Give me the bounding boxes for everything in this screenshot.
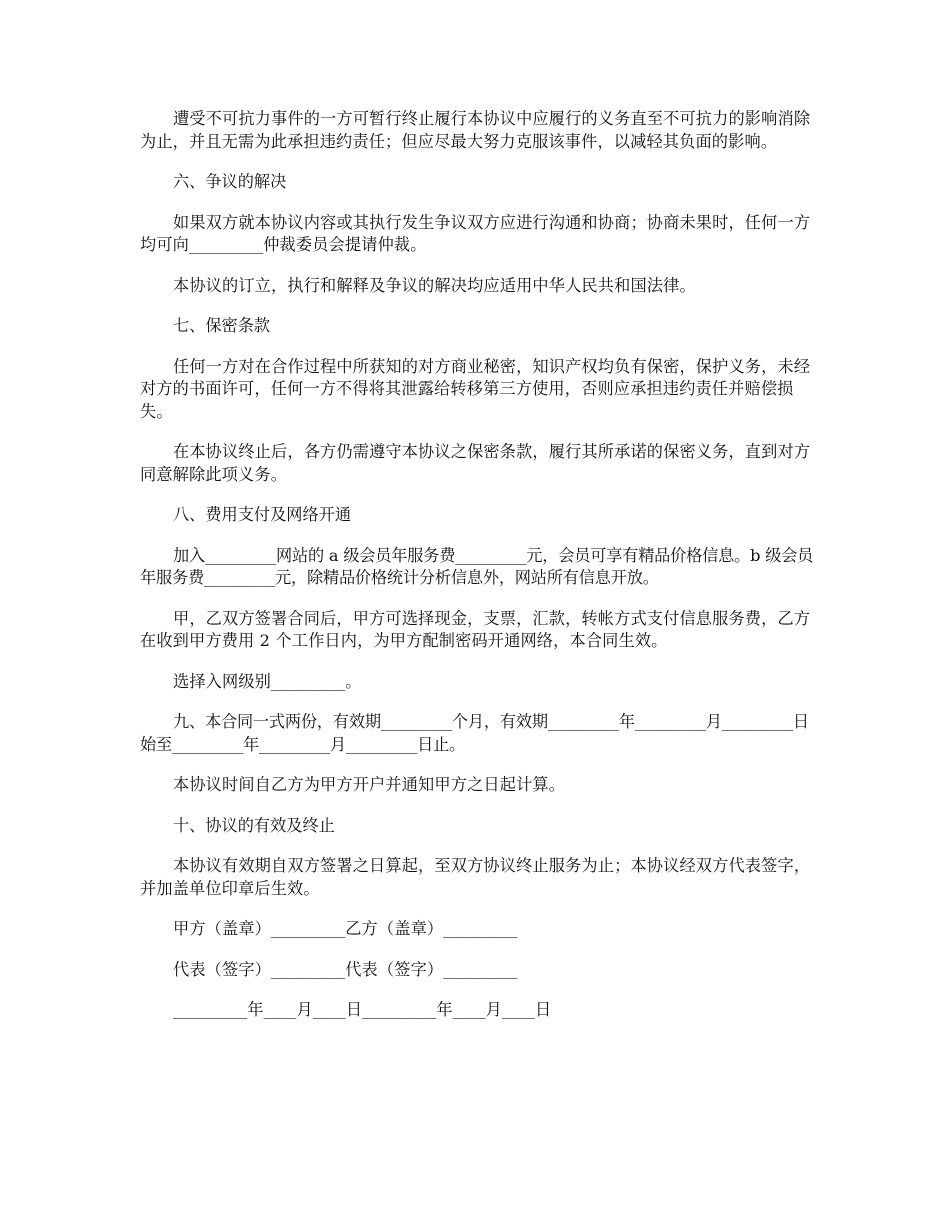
membership-fees-paragraph: 加入_________网站的 a 级会员年服务费_________元，会员可享有精品价格信息。b 级会员年服务费_________元，除精品价格统计分析信息外，网站所有信息开放。 bbox=[140, 545, 814, 587]
date-line: _________年____月____日_________年____月____日 bbox=[173, 1000, 552, 1019]
document-page bbox=[140, 108, 820, 1040]
dispute-paragraph: 如果双方就本协议内容或其执行发生争议双方应进行沟通和协商；协商未果时，任何一方均可向_________仲裁委员会提请仲裁。 bbox=[140, 212, 811, 254]
signature-line: 代表（签字）_________代表（签字）_________ bbox=[173, 959, 518, 979]
section-heading-dispute: 六、争议的解决 bbox=[173, 172, 287, 191]
force-majeure-paragraph: 遭受不可抗力事件的一方可暂行终止履行本协议中应履行的义务直至不可抗力的影响消除为止，并且无需为此承担违约责任；但应尽最大努力克服该事件，以减轻其负面的影响。 bbox=[140, 109, 811, 151]
section-heading-fees: 八、费用支付及网络开通 bbox=[173, 505, 352, 524]
network-level-paragraph: 选择入网级别_________。 bbox=[173, 671, 362, 691]
term-start-paragraph: 本协议时间自乙方为甲方开户并通知甲方之日起计算。 bbox=[173, 775, 566, 794]
payment-paragraph: 甲，乙双方签署合同后，甲方可选择现金，支票，汇款，转帐方式支付信息服务费，乙方在收到甲方费用 2 个工作日内，为甲方配制密码开通网络，本合同生效。 bbox=[140, 608, 811, 650]
confidentiality-after-term-paragraph: 在本协议终止后，各方仍需遵守本协议之保密条款，履行其所承诺的保密义务，直到对方同意解除此项义务。 bbox=[140, 442, 811, 484]
section-heading-confidentiality: 七、保密条款 bbox=[173, 316, 271, 335]
governing-law-paragraph: 本协议的订立，执行和解释及争议的解决均应适用中华人民共和国法律。 bbox=[173, 275, 696, 295]
validity-paragraph: 本协议有效期自双方签署之日算起，至双方协议终止服务为止；本协议经双方代表签字，并加盖单位印章后生效。 bbox=[140, 856, 811, 898]
confidentiality-paragraph: 任何一方对在合作过程中所获知的对方商业秘密，知识产权均负有保密，保护义务，未经对方的书面许可，任何一方不得将其泄露给转移第三方使用，否则应承担违约责任并赔偿损失。 bbox=[140, 356, 811, 421]
contract-term-paragraph: 九、本合同一式两份，有效期_________个月，有效期_________年_________月_________日始至_________年_________月_________日止。 bbox=[140, 712, 809, 754]
seal-line: 甲方（盖章）_________乙方（盖章）_________ bbox=[173, 919, 518, 938]
section-heading-validity: 十、协议的有效及终止 bbox=[173, 815, 335, 835]
